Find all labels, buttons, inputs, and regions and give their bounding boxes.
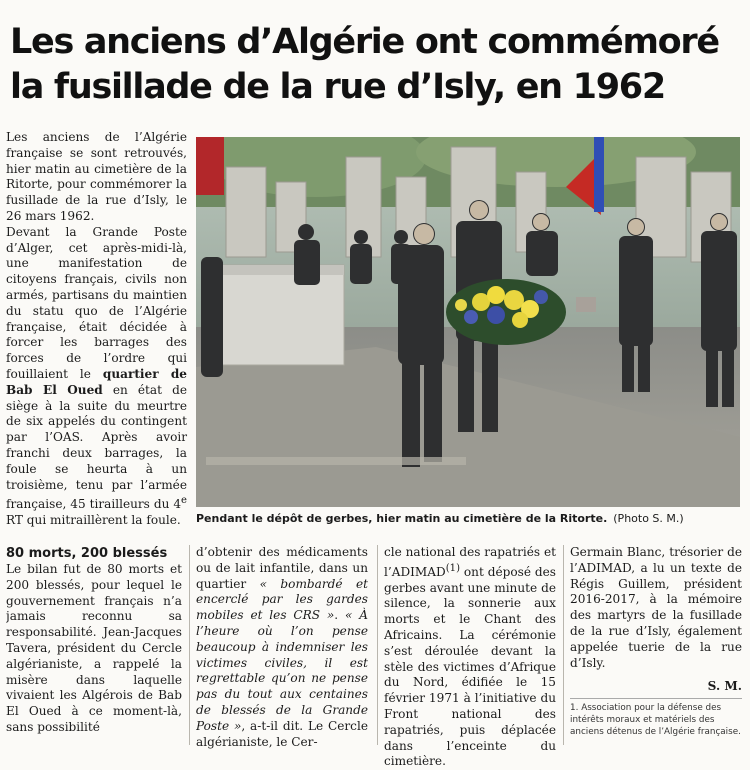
body-text-4: Germain Blanc, trésorier de l’ADIMAD, a lu un texte de Régis Guillem, président 2016-2017, à la mémoire des martyrs de la fusillade de la rue d’Isly, également appelée tuerie de la rue d’Isly. (570, 545, 742, 670)
body-text: cle national des rapatriés et l’ADIMAD (384, 545, 556, 579)
body-text: , a-t-il dit. Le Cercle algérianiste, le Cer- (196, 718, 368, 749)
body-text: ont déposé des gerbes avant une minute de silence, la sonnerie aux morts et le Chant des Africains. La cérémonie s’est déroulée devant la stèle des victimes d’Afrique du Nord, édifiée le 15 février 1971 à l’initiative du Front national des rapatriés, puis déplacée dans l’enceinte du cimetière. (384, 564, 556, 769)
lead-paragraph-2 (6, 225, 187, 529)
body-column-2 (196, 545, 368, 750)
subheading: 80 morts, 200 blessés (6, 546, 168, 561)
lead-bold-text: quartier de Bab El Oued (6, 366, 187, 397)
lead-column (6, 130, 187, 529)
headline (10, 20, 740, 110)
photo-credit: (Photo S. M.) (613, 512, 684, 525)
column-rule (563, 545, 564, 745)
headline-line-1: Les anciens d’Algérie ont commémoré (10, 22, 719, 62)
author-signature: S. M. (707, 679, 742, 694)
body-text-3 (384, 545, 556, 770)
news-photo (196, 137, 740, 507)
body-text: d’obtenir des médicaments ou de lait infantile, dans un quartier (196, 545, 368, 591)
headline-line-2: la fusillade de la rue d’Isly, en 1962 (10, 67, 665, 107)
caption-text: Pendant le dépôt de gerbes, hier matin au cimetière de la Ritorte. (196, 512, 608, 525)
lead-text: Devant la Grande Poste d’Alger, cet après-midi-là, une manifestation de citoyens français, civils non armés, partisans du maintien du statu quo de l’Algérie française, était décidée à forcer les barrages des forces de l’ordre qui fouillaient le (6, 224, 187, 381)
lead-superscript: e (181, 495, 187, 507)
body-text: . (334, 608, 345, 623)
column-rule (377, 545, 378, 745)
body-column-1 (6, 545, 182, 736)
footnote: 1. Association pour la défense des intérêts moraux et matériels des anciens détenus de l’Algérie française. (570, 698, 742, 738)
body-column-4 (570, 545, 742, 695)
lead-text-continued: en état de siège à la suite du meurtre de six appelés du contingent par l’OAS. Après avoir franchi deux barrages, la foule se heurta à un troisième, tenu par l’armée française, 45 tirailleurs du 4 (6, 382, 187, 512)
body-text-1: Le bilan fut de 80 morts et 200 blessés, pour lequel le gouvernement français n’a jamais reconnu sa responsabilité. Jean-Jacques Tavera, président du Cercle algérianiste, a rappelé la misère dans laquelle vivaient les Algérois de Bab El Oued à ce moment-là, sans possibilité (6, 562, 182, 734)
lead-text-end: RT qui mitraillèrent la foule. (6, 513, 181, 528)
lead-paragraph-1: Les anciens de l’Algérie française se sont retrouvés, hier matin au cimetière de la Ritorte, pour commémorer la fusillade de la rue d’Isly, le 26 mars 1962. (6, 130, 187, 223)
quote-1: « bombardé et encerclé par les gardes mobiles et les CRS » (196, 576, 368, 623)
photo-illustration (196, 137, 740, 507)
footnote-marker: (1) (445, 562, 461, 574)
body-column-3 (384, 545, 556, 770)
body-text-2 (196, 545, 368, 750)
column-rule (189, 545, 190, 745)
photo-caption (196, 512, 740, 525)
quote-2: « À l’heure où l’on pense beaucoup à indemniser les victimes civiles, il est regrettable qu’on ne pense pas du tout aux centaines de blessés de la Grande Poste » (196, 608, 368, 733)
